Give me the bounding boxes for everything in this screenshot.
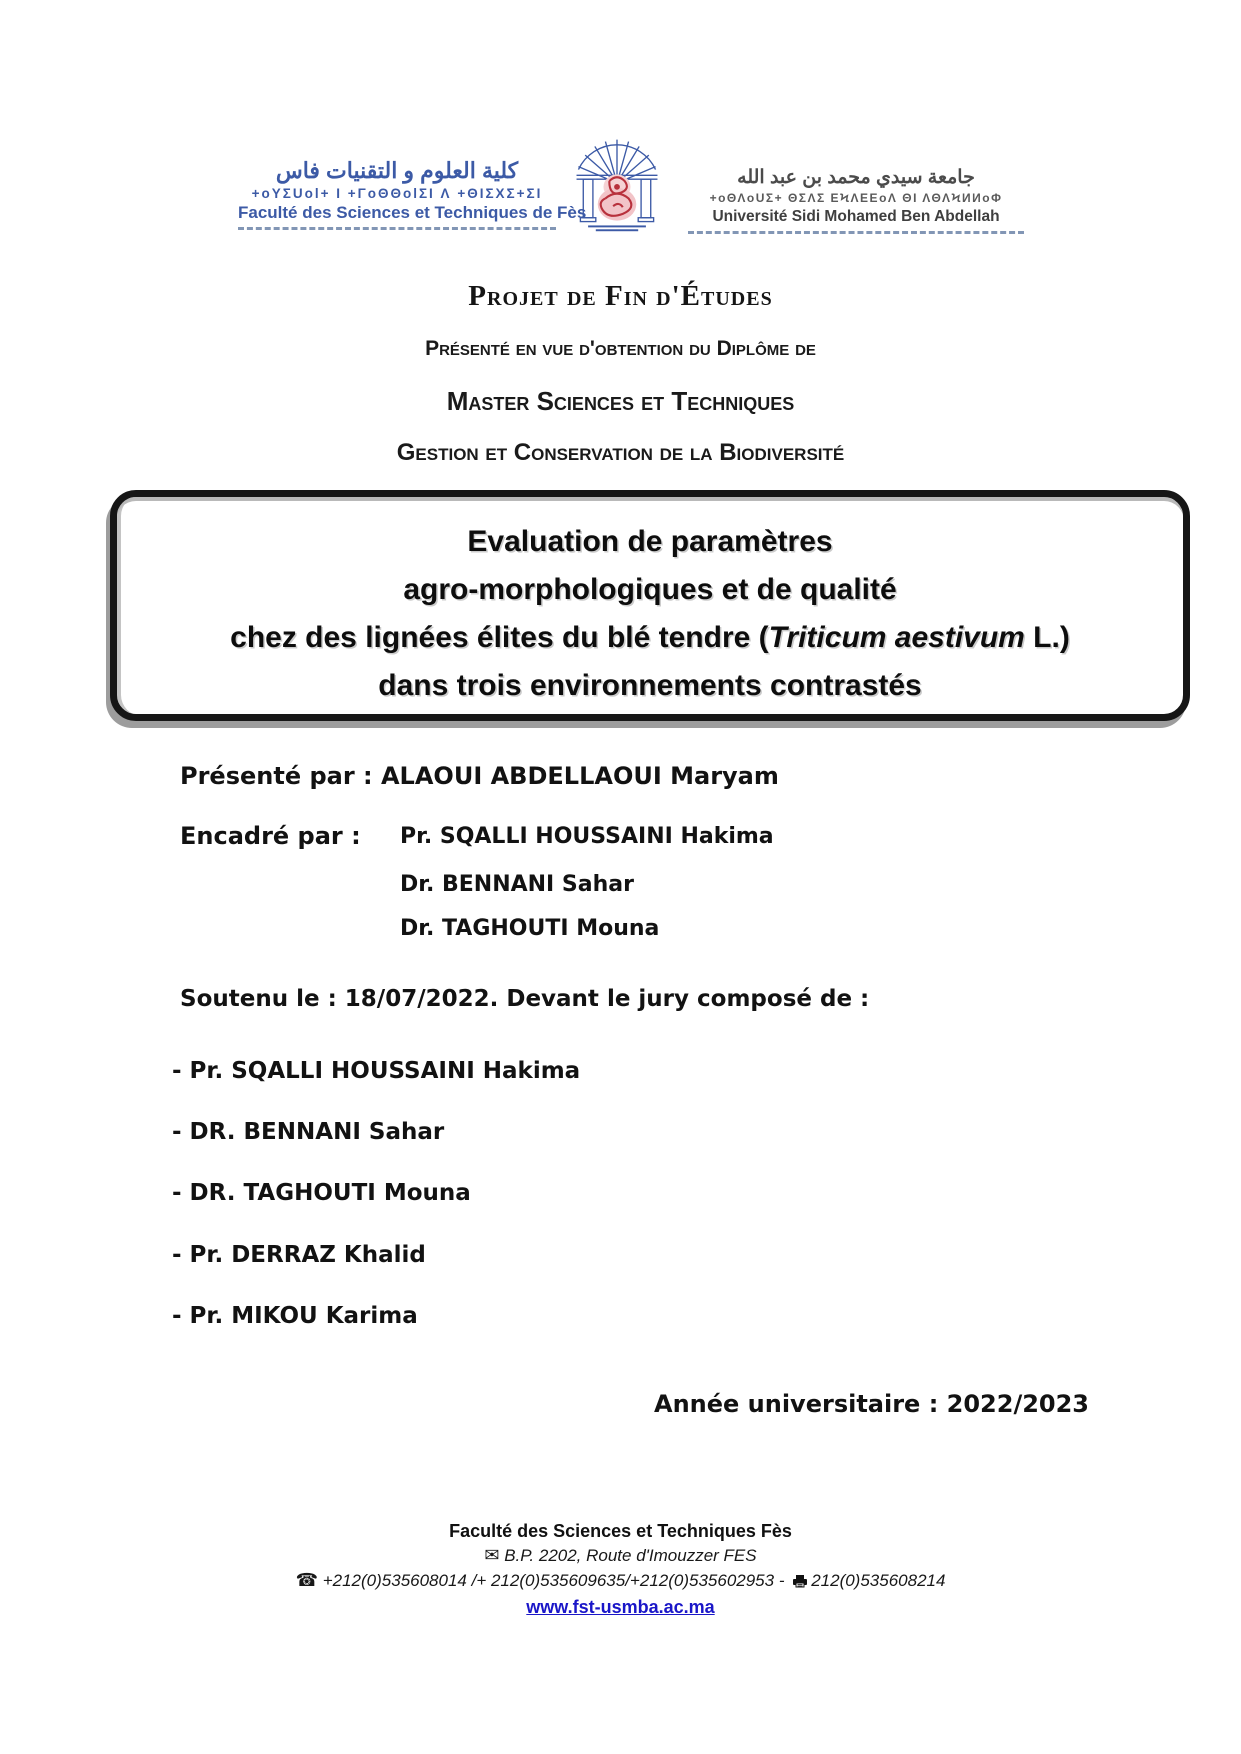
purpose-heading: Présenté en vue d'obtention du Diplôme de [425,337,816,360]
website-link[interactable]: www.fst-usmba.ac.ma [526,1597,715,1617]
university-name-tifinagh: +oΘΛoUΣ+ ΘΣΛΣ ΕϞΛΕΕoΛ ΘΙ ΛΘΛϞИИoΦ [709,191,1003,205]
supervised-by-label: Encadré par : [180,822,361,850]
document-type-heading: Projet de Fin d'Études [468,280,773,312]
university-name-arabic: جامعة سيدي محمد بن عبد الله [737,167,975,188]
thesis-title-line1: Evaluation de paramètres [467,525,833,558]
footer-address: B.P. 2202, Route d'Imouzzer FES [504,1546,757,1565]
author-name: ALAOUI ABDELLAOUI Maryam [380,762,779,790]
academic-year: Année universitaire : 2022/2023 [654,1390,1089,1418]
thesis-title-line3-suffix: L.) [1024,621,1070,654]
supervisor-name: Pr. SQALLI HOUSSAINI Hakima [400,824,774,849]
jury-member: - DR. BENNANI Sahar [172,1119,445,1145]
university-name-french: Université Sidi Mohamed Ben Abdellah [712,208,1000,225]
jury-member: - Pr. DERRAZ Khalid [172,1242,426,1268]
footer-address-line [0,1543,1241,1568]
thesis-title-species-name: Triticum aestivum [768,621,1025,654]
faculty-logo-block [238,158,587,230]
jury-member: - Pr. SQALLI HOUSSAINI Hakima [172,1058,581,1084]
jury-member: - DR. TAGHOUTI Mouna [172,1180,471,1206]
phone-icon: ☎ [295,1570,318,1590]
fax-icon [792,1574,808,1588]
presented-by-line [180,762,779,790]
thesis-title-line3-prefix: chez des lignées élites du blé tendre ( [230,621,769,654]
defense-date-line: Soutenu le : 18/07/2022. Devant le jury composé de : [180,986,870,1012]
degree-heading: Master Sciences et Techniques [446,386,795,416]
footer-phone-line [0,1568,1241,1593]
thesis-title-box [110,490,1190,721]
university-logo-block [688,166,1024,234]
university-emblem-icon [568,131,666,237]
university-dashed-divider [688,231,1024,234]
jury-member: - Pr. MIKOU Karima [172,1303,418,1329]
faculty-name-tifinagh: +oYΣUol+ I +ΓoΘΘolΣI Λ +ΘIΣXΣ+ΣI [251,186,543,201]
footer-org-name: Faculté des Sciences et Techniques Fès [449,1521,792,1541]
faculty-name-french: Faculté des Sciences et Techniques de Fès [238,203,587,222]
footer-phones: +212(0)535608014 /+ 212(0)535609635/+212(0)535602953 - [322,1571,790,1590]
thesis-title-line3 [141,614,1159,662]
supervisor-name: Dr. TAGHOUTI Mouna [400,916,660,941]
faculty-name-arabic: كلية العلوم و التقنيات فاس [275,158,519,183]
supervisor-name: Dr. BENNANI Sahar [400,872,634,897]
presented-by-label: Présenté par : [180,762,373,790]
thesis-title-line2: agro-morphologiques et de qualité [403,573,897,606]
program-heading: Gestion et Conservation de la Biodiversité [396,439,845,466]
envelope-icon: ✉ [484,1545,500,1565]
footer-contact-block [0,1519,1241,1621]
faculty-dashed-divider [238,227,556,230]
thesis-title-line4: dans trois environnements contrastés [378,669,922,702]
footer-fax-number: 212(0)535608214 [811,1571,946,1590]
